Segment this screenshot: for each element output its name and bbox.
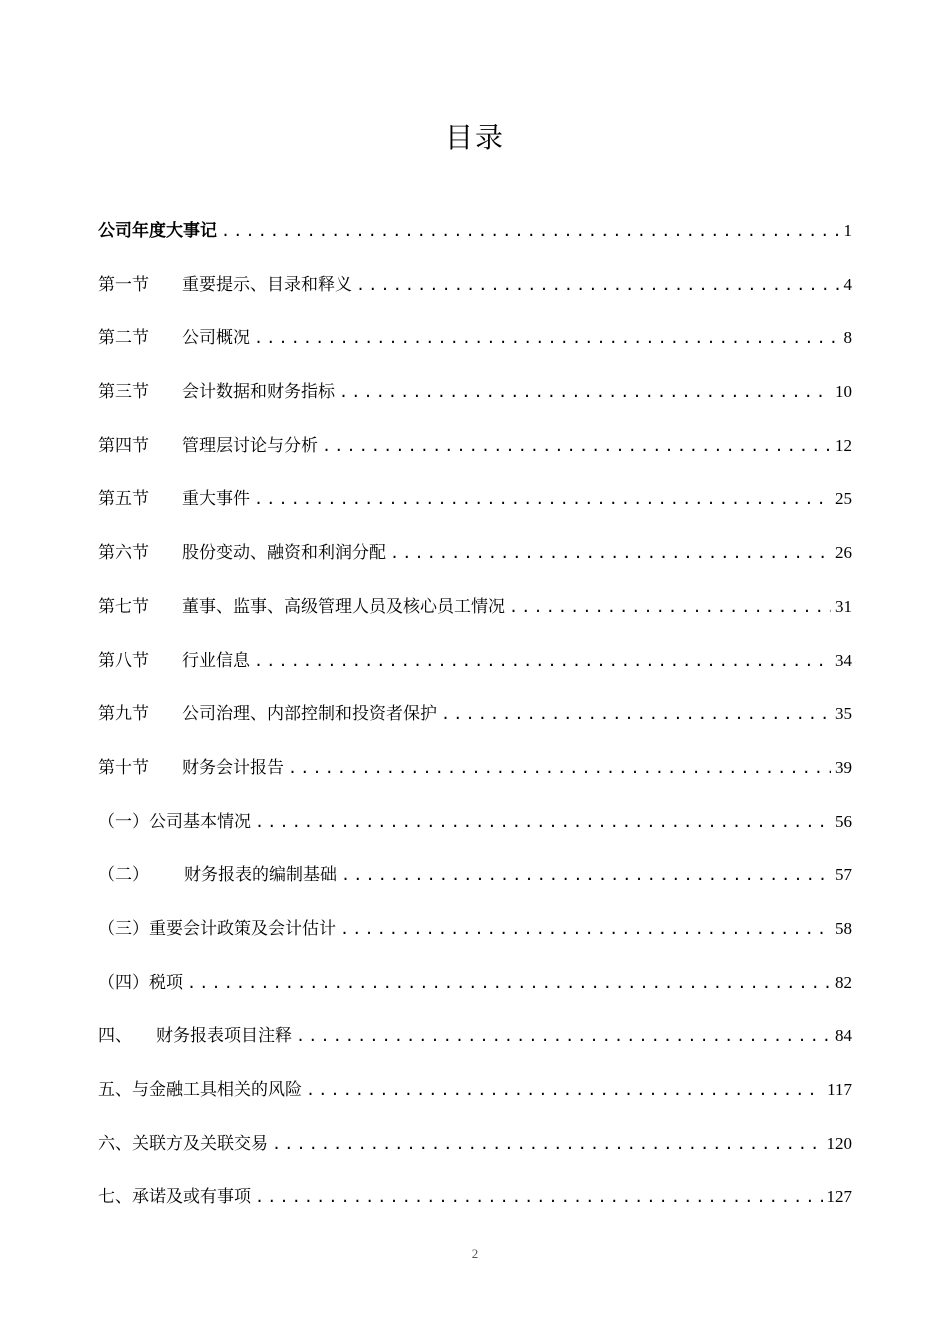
toc-entry-label bbox=[98, 366, 335, 420]
toc-entry-title: （三）重要会计政策及会计估计 bbox=[98, 918, 336, 939]
toc-entry-label bbox=[98, 849, 337, 903]
toc-entry-label bbox=[98, 1171, 251, 1225]
toc-entry-page: 84 bbox=[835, 1026, 852, 1046]
toc-entry-page: 8 bbox=[843, 328, 852, 348]
toc-entry[interactable] bbox=[98, 580, 852, 634]
toc-dot-leader bbox=[441, 688, 831, 742]
toc-dot-leader bbox=[356, 259, 840, 313]
toc-dot-leader bbox=[272, 1118, 823, 1172]
toc-entry-title: （四）税项 bbox=[98, 972, 183, 993]
toc-entry-label bbox=[98, 205, 217, 259]
toc-entry-title: 七、承诺及或有事项 bbox=[98, 1187, 251, 1208]
toc-entry-label bbox=[98, 1010, 292, 1064]
toc-entry-title: 财务报表的编制基础 bbox=[184, 865, 337, 886]
toc-dot-leader bbox=[254, 635, 831, 689]
toc-entry[interactable] bbox=[98, 902, 852, 956]
toc-entry[interactable] bbox=[98, 848, 852, 902]
toc-entry-number: 第九节 bbox=[98, 704, 149, 725]
toc-entry-number: 第一节 bbox=[98, 274, 149, 295]
toc-entry-number: 第十节 bbox=[98, 757, 149, 778]
toc-entry-page: 57 bbox=[835, 865, 852, 885]
toc-entry[interactable] bbox=[98, 258, 852, 312]
toc-entry-title: 五、与金融工具相关的风险 bbox=[98, 1080, 302, 1100]
toc-entry-label bbox=[98, 688, 437, 742]
toc-entry-label bbox=[98, 957, 183, 1011]
toc-entry-page: 58 bbox=[835, 918, 852, 938]
toc-dot-leader bbox=[340, 903, 831, 957]
toc-entry[interactable] bbox=[98, 687, 852, 741]
toc-entry-page: 31 bbox=[835, 596, 852, 616]
toc-entry-title: 会计数据和财务指标 bbox=[182, 382, 335, 403]
toc-dot-leader bbox=[296, 1010, 831, 1064]
toc-entry-label bbox=[98, 581, 505, 635]
toc-entry-page: 26 bbox=[835, 543, 852, 563]
toc-entry-label bbox=[98, 1064, 302, 1118]
toc-entry-label bbox=[98, 527, 386, 581]
toc-entry-number: 四、 bbox=[98, 1026, 132, 1047]
toc-entry[interactable] bbox=[98, 1063, 852, 1117]
toc-entry-page: 127 bbox=[826, 1187, 852, 1207]
toc-entry[interactable] bbox=[98, 472, 852, 526]
toc-entry[interactable] bbox=[98, 634, 852, 688]
toc-entry-number: 第七节 bbox=[98, 596, 149, 617]
toc-entry[interactable] bbox=[98, 956, 852, 1010]
page-number: 2 bbox=[471, 1246, 479, 1261]
toc-entry-page: 82 bbox=[835, 972, 852, 992]
toc-entry[interactable] bbox=[98, 1170, 852, 1224]
toc-dot-leader bbox=[341, 849, 831, 903]
toc-entry[interactable] bbox=[98, 1117, 852, 1171]
toc-entry-number: （二） bbox=[98, 865, 149, 886]
toc-entry-page: 1 bbox=[843, 221, 852, 240]
toc-dot-leader bbox=[322, 420, 831, 474]
toc-entry-page: 35 bbox=[835, 704, 852, 724]
toc-entry-page: 39 bbox=[835, 757, 852, 777]
toc-dot-leader bbox=[509, 581, 831, 635]
toc-entry-number: 第八节 bbox=[98, 650, 149, 671]
toc-entry[interactable] bbox=[98, 526, 852, 580]
toc-entry-label bbox=[98, 742, 284, 796]
toc-entry-page: 25 bbox=[835, 489, 852, 509]
toc-entry[interactable] bbox=[98, 419, 852, 473]
toc-dot-leader bbox=[221, 205, 840, 259]
toc-entry-number: 第三节 bbox=[98, 382, 149, 403]
toc-entry[interactable] bbox=[98, 795, 852, 849]
toc-entry-title: 重大事件 bbox=[182, 489, 250, 510]
toc-entry[interactable] bbox=[98, 311, 852, 365]
toc-dot-leader bbox=[390, 527, 831, 581]
toc-entry-label bbox=[98, 635, 250, 689]
toc-dot-leader bbox=[254, 312, 840, 366]
toc-entry-label bbox=[98, 312, 250, 366]
table-of-contents bbox=[98, 204, 852, 1224]
toc-entry-label bbox=[98, 420, 318, 474]
toc-dot-leader bbox=[339, 366, 831, 420]
toc-entry-number: 第五节 bbox=[98, 489, 149, 510]
toc-entry[interactable] bbox=[98, 365, 852, 419]
toc-entry-title: 行业信息 bbox=[182, 650, 250, 671]
toc-entry-page: 4 bbox=[843, 274, 852, 294]
toc-dot-leader bbox=[306, 1064, 823, 1118]
page-title: 目录 bbox=[444, 121, 505, 154]
toc-entry-label bbox=[98, 903, 336, 957]
toc-entry-label bbox=[98, 259, 352, 313]
toc-entry-title: 董事、监事、高级管理人员及核心员工情况 bbox=[182, 596, 505, 617]
toc-entry-number: 第二节 bbox=[98, 328, 149, 349]
toc-entry-title: 公司年度大事记 bbox=[98, 221, 217, 241]
toc-dot-leader bbox=[288, 742, 831, 796]
toc-entry-page: 120 bbox=[826, 1133, 852, 1153]
toc-entry-label bbox=[98, 473, 250, 527]
toc-entry-number: 第六节 bbox=[98, 543, 149, 564]
toc-entry-title: 财务报表项目注释 bbox=[156, 1026, 292, 1047]
toc-entry-title: 公司治理、内部控制和投资者保护 bbox=[182, 704, 437, 725]
toc-entry[interactable] bbox=[98, 1009, 852, 1063]
toc-dot-leader bbox=[255, 1171, 823, 1225]
toc-entry-title: 公司概况 bbox=[182, 328, 250, 349]
toc-entry[interactable] bbox=[98, 741, 852, 795]
toc-entry-title: 财务会计报告 bbox=[182, 757, 284, 778]
toc-dot-leader bbox=[254, 473, 831, 527]
toc-dot-leader bbox=[255, 796, 831, 850]
toc-entry-label bbox=[98, 796, 251, 850]
toc-entry-page: 56 bbox=[835, 811, 852, 831]
toc-dot-leader bbox=[187, 957, 831, 1011]
toc-entry-page: 117 bbox=[827, 1080, 852, 1099]
toc-entry-title: 六、关联方及关联交易 bbox=[98, 1133, 268, 1154]
toc-entry-title: （一）公司基本情况 bbox=[98, 811, 251, 832]
toc-entry-number: 第四节 bbox=[98, 435, 149, 456]
toc-entry-page: 10 bbox=[835, 382, 852, 402]
toc-entry[interactable] bbox=[98, 204, 852, 258]
toc-entry-title: 重要提示、目录和释义 bbox=[182, 274, 352, 295]
toc-entry-page: 34 bbox=[835, 650, 852, 670]
toc-entry-title: 管理层讨论与分析 bbox=[182, 435, 318, 456]
toc-entry-page: 12 bbox=[835, 435, 852, 455]
toc-entry-title: 股份变动、融资和利润分配 bbox=[182, 543, 386, 564]
toc-entry-label bbox=[98, 1118, 268, 1172]
